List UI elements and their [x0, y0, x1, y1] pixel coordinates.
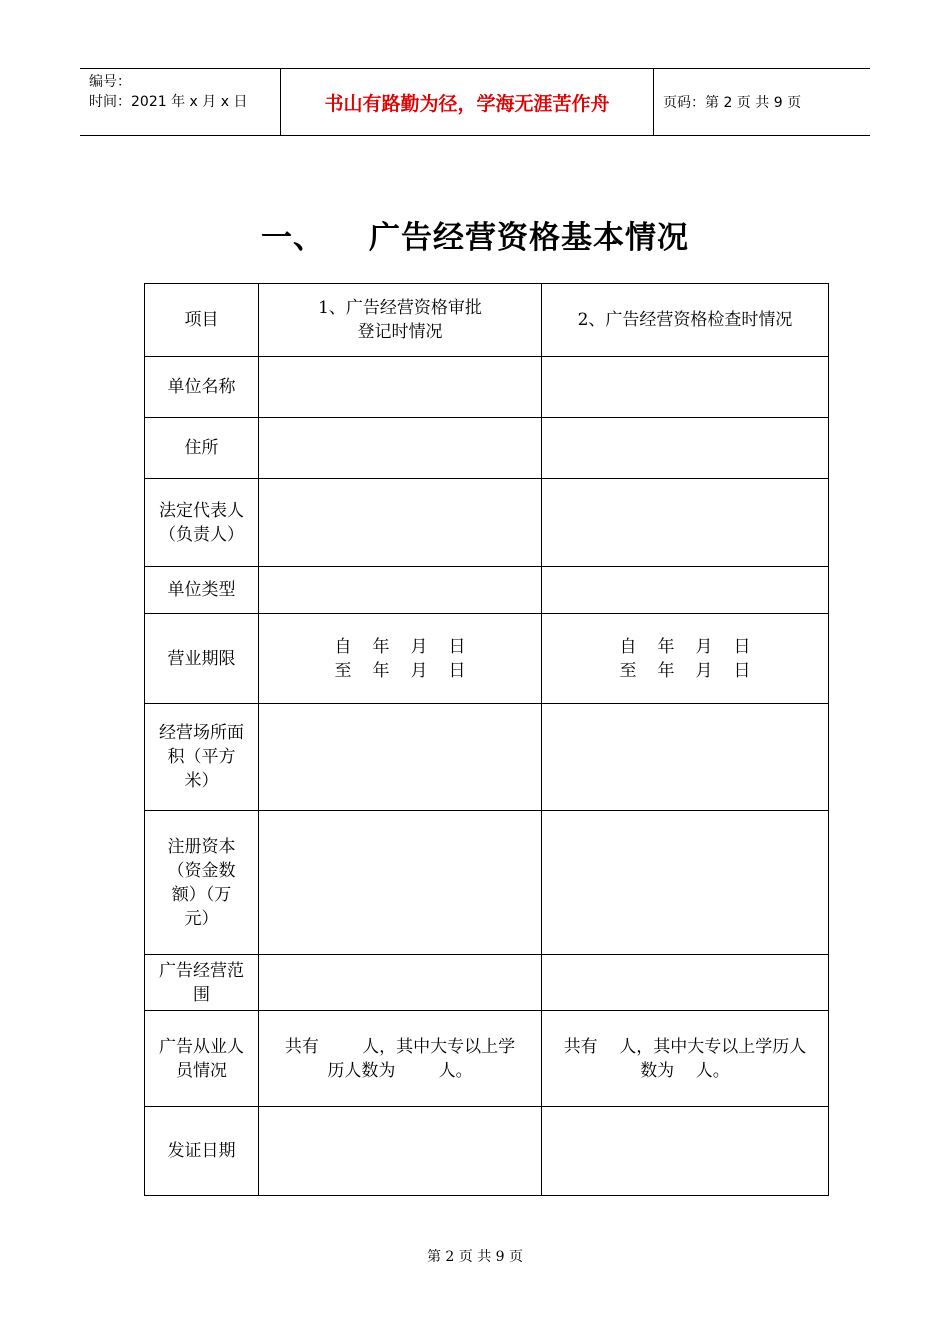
row-label-site-area [145, 704, 259, 811]
staff-line1: 广告从业人 [159, 1036, 244, 1057]
header-item: 项目 [145, 284, 259, 357]
row-label-staff [145, 1011, 259, 1107]
row-label-legal-rep [145, 479, 259, 567]
time-label: 时间：2021 年 x 月 x 日 [89, 94, 248, 110]
date-from: 自 [334, 636, 352, 657]
cell-unit-name-1[interactable] [259, 357, 542, 418]
cell-legal-rep-2[interactable] [542, 479, 829, 567]
capital-line1: 注册资本 [167, 836, 236, 857]
table-row [145, 811, 829, 955]
legal-rep-line1: 法定代表人 [159, 500, 244, 521]
cell-legal-rep-1[interactable] [259, 479, 542, 567]
page-header [80, 68, 870, 136]
table-row [145, 1107, 829, 1196]
table-row [145, 1011, 829, 1107]
header-motto: 书山有路勤为径，学海无涯苦作舟 [281, 69, 654, 135]
cell-address-2[interactable] [542, 418, 829, 479]
cell-unit-type-1[interactable] [259, 567, 542, 614]
capital-line3: 额）（万 [171, 884, 232, 905]
table-row [145, 567, 829, 614]
row-label-business-term: 营业期限 [145, 614, 259, 704]
header-meta [80, 69, 281, 135]
staff-text-1-line2: 历人数为 人。 [327, 1060, 473, 1081]
date-year: 年 [657, 636, 675, 657]
cell-staff-2[interactable] [542, 1011, 829, 1107]
staff-text-2-line2: 数为 人。 [640, 1060, 730, 1081]
date-day: 日 [448, 660, 466, 681]
cell-unit-type-2[interactable] [542, 567, 829, 614]
staff-text-2-line1: 共有 人，其中大专以上学历人 [563, 1036, 807, 1057]
date-from-line [265, 635, 535, 659]
capital-line4: 元） [184, 908, 219, 929]
number-label: 编号： [89, 74, 131, 90]
date-day: 日 [733, 636, 751, 657]
table-row [145, 955, 829, 1011]
capital-line2: （资金数 [167, 860, 236, 881]
date-to: 至 [334, 660, 352, 681]
info-table [144, 283, 829, 1196]
cell-site-area-2[interactable] [542, 704, 829, 811]
date-year: 年 [372, 636, 390, 657]
date-to-line [265, 659, 535, 683]
row-label-capital [145, 811, 259, 955]
section-title-text: 广告经营资格基本情况 [369, 220, 689, 256]
date-month: 月 [695, 636, 713, 657]
row-label-issue-date: 发证日期 [145, 1107, 259, 1196]
cell-scope-2[interactable] [542, 955, 829, 1011]
row-label-scope [145, 955, 259, 1011]
date-day: 日 [448, 636, 466, 657]
staff-text-1-line1: 共有 人，其中大专以上学 [284, 1036, 516, 1057]
header-col1-line2: 登记时情况 [357, 322, 443, 342]
header-col2: 2、广告经营资格检查时情况 [542, 284, 829, 357]
scope-line1: 广告经营范 [159, 960, 244, 981]
cell-scope-1[interactable] [259, 955, 542, 1011]
cell-business-term-1[interactable] [259, 614, 542, 704]
table-row [145, 704, 829, 811]
page-footer: 第 2 页 共 9 页 [426, 1249, 524, 1265]
row-label-unit-type: 单位类型 [145, 567, 259, 614]
date-month: 月 [410, 660, 428, 681]
cell-issue-date-2[interactable] [542, 1107, 829, 1196]
cell-capital-2[interactable] [542, 811, 829, 955]
table-header-row [145, 284, 829, 357]
cell-capital-1[interactable] [259, 811, 542, 955]
section-title [0, 212, 950, 257]
header-col1-line1: 1、广告经营资格审批 [318, 298, 482, 318]
table-row [145, 479, 829, 567]
staff-line2: 员情况 [176, 1060, 227, 1081]
row-label-address: 住所 [145, 418, 259, 479]
cell-issue-date-1[interactable] [259, 1107, 542, 1196]
scope-line2: 围 [193, 984, 210, 1005]
header-page-info: 页码：第 2 页 共 9 页 [663, 95, 802, 111]
date-from: 自 [619, 636, 637, 657]
date-from-line [548, 635, 822, 659]
date-year: 年 [372, 660, 390, 681]
site-area-line3: 米） [184, 771, 219, 791]
table-row [145, 418, 829, 479]
header-col1 [259, 284, 542, 357]
site-area-line2: 积（平方 [167, 747, 236, 767]
row-label-unit-name: 单位名称 [145, 357, 259, 418]
date-month: 月 [695, 660, 713, 681]
date-month: 月 [410, 636, 428, 657]
cell-address-1[interactable] [259, 418, 542, 479]
date-to-line [548, 659, 822, 683]
cell-unit-name-2[interactable] [542, 357, 829, 418]
date-day: 日 [733, 660, 751, 681]
cell-business-term-2[interactable] [542, 614, 829, 704]
cell-staff-1[interactable] [259, 1011, 542, 1107]
date-year: 年 [657, 660, 675, 681]
legal-rep-line2: （负责人） [159, 524, 244, 545]
table-row [145, 614, 829, 704]
table-row [145, 357, 829, 418]
section-number: 一、 [261, 220, 325, 256]
date-to: 至 [619, 660, 637, 681]
site-area-line1: 经营场所面 [159, 723, 244, 743]
cell-site-area-1[interactable] [259, 704, 542, 811]
